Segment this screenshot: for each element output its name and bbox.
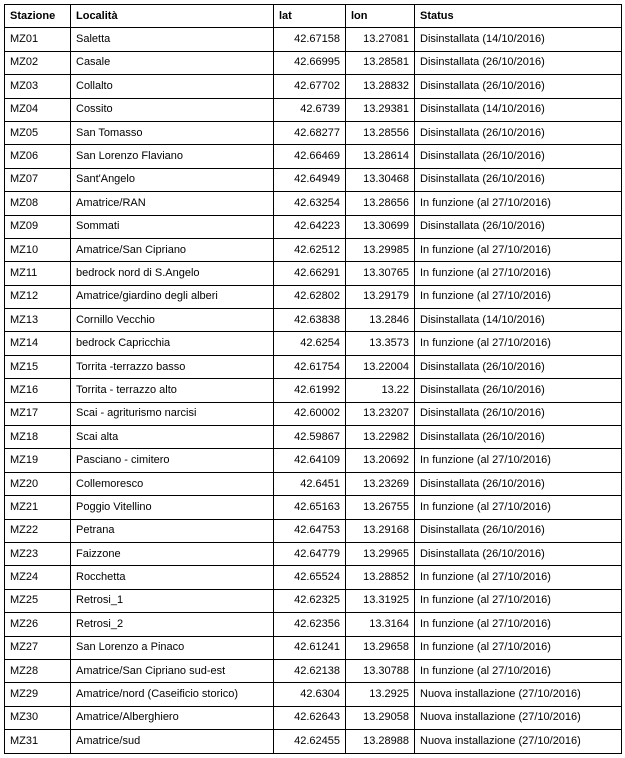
header-status: Status xyxy=(415,5,622,28)
cell-status: Disinstallata (26/10/2016) xyxy=(415,542,622,565)
table-body xyxy=(5,28,622,753)
cell-stazione: MZ20 xyxy=(5,472,71,495)
cell-localita: Collemoresco xyxy=(71,472,274,495)
cell-stazione: MZ13 xyxy=(5,309,71,332)
cell-lon: 13.22004 xyxy=(346,355,415,378)
table-row xyxy=(5,449,622,472)
cell-stazione: MZ26 xyxy=(5,613,71,636)
cell-localita: Torrita - terrazzo alto xyxy=(71,379,274,402)
table-row xyxy=(5,121,622,144)
cell-stazione: MZ22 xyxy=(5,519,71,542)
table-row xyxy=(5,613,622,636)
cell-stazione: MZ06 xyxy=(5,145,71,168)
cell-status: In funzione (al 27/10/2016) xyxy=(415,566,622,589)
table-row xyxy=(5,238,622,261)
cell-localita: Retrosi_1 xyxy=(71,589,274,612)
cell-localita: bedrock nord di S.Angelo xyxy=(71,262,274,285)
cell-lat: 42.64753 xyxy=(274,519,346,542)
cell-lat: 42.64949 xyxy=(274,168,346,191)
header-lat: lat xyxy=(274,5,346,28)
cell-stazione: MZ18 xyxy=(5,426,71,449)
table-row xyxy=(5,145,622,168)
table-row xyxy=(5,566,622,589)
cell-lat: 42.64779 xyxy=(274,542,346,565)
cell-stazione: MZ23 xyxy=(5,542,71,565)
cell-lat: 42.6451 xyxy=(274,472,346,495)
cell-status: In funzione (al 27/10/2016) xyxy=(415,262,622,285)
cell-stazione: MZ04 xyxy=(5,98,71,121)
cell-lat: 42.64109 xyxy=(274,449,346,472)
cell-stazione: MZ01 xyxy=(5,28,71,51)
cell-lon: 13.28656 xyxy=(346,192,415,215)
cell-lon: 13.23207 xyxy=(346,402,415,425)
cell-status: Disinstallata (26/10/2016) xyxy=(415,145,622,168)
cell-stazione: MZ11 xyxy=(5,262,71,285)
cell-status: In funzione (al 27/10/2016) xyxy=(415,659,622,682)
header-lon: lon xyxy=(346,5,415,28)
cell-localita: Pasciano - cimitero xyxy=(71,449,274,472)
cell-lon: 13.22 xyxy=(346,379,415,402)
cell-stazione: MZ30 xyxy=(5,706,71,729)
cell-localita: Rocchetta xyxy=(71,566,274,589)
cell-lon: 13.30765 xyxy=(346,262,415,285)
cell-lon: 13.27081 xyxy=(346,28,415,51)
cell-lat: 42.61992 xyxy=(274,379,346,402)
cell-lat: 42.67702 xyxy=(274,75,346,98)
cell-lat: 42.66291 xyxy=(274,262,346,285)
table-row xyxy=(5,309,622,332)
cell-status: Nuova installazione (27/10/2016) xyxy=(415,683,622,706)
cell-lon: 13.29381 xyxy=(346,98,415,121)
cell-lon: 13.29658 xyxy=(346,636,415,659)
cell-localita: Amatrice/sud xyxy=(71,730,274,753)
table-row xyxy=(5,192,622,215)
cell-lat: 42.6254 xyxy=(274,332,346,355)
cell-localita: Scai - agriturismo narcisi xyxy=(71,402,274,425)
cell-stazione: MZ05 xyxy=(5,121,71,144)
cell-status: In funzione (al 27/10/2016) xyxy=(415,449,622,472)
cell-lon: 13.29965 xyxy=(346,542,415,565)
cell-lat: 42.62356 xyxy=(274,613,346,636)
cell-lon: 13.22982 xyxy=(346,426,415,449)
cell-lat: 42.65163 xyxy=(274,496,346,519)
table-row xyxy=(5,28,622,51)
cell-lon: 13.29168 xyxy=(346,519,415,542)
cell-stazione: MZ17 xyxy=(5,402,71,425)
cell-lat: 42.68277 xyxy=(274,121,346,144)
cell-status: In funzione (al 27/10/2016) xyxy=(415,636,622,659)
cell-stazione: MZ12 xyxy=(5,285,71,308)
table-row xyxy=(5,285,622,308)
cell-status: Disinstallata (26/10/2016) xyxy=(415,379,622,402)
cell-localita: Amatrice/giardino degli alberi xyxy=(71,285,274,308)
cell-stazione: MZ21 xyxy=(5,496,71,519)
cell-status: Disinstallata (26/10/2016) xyxy=(415,75,622,98)
cell-stazione: MZ16 xyxy=(5,379,71,402)
cell-lat: 42.61754 xyxy=(274,355,346,378)
cell-localita: Faizzone xyxy=(71,542,274,565)
cell-lat: 42.61241 xyxy=(274,636,346,659)
cell-localita: Amatrice/RAN xyxy=(71,192,274,215)
table-row xyxy=(5,683,622,706)
cell-stazione: MZ31 xyxy=(5,730,71,753)
cell-status: Nuova installazione (27/10/2016) xyxy=(415,730,622,753)
stations-table xyxy=(4,4,622,754)
cell-lon: 13.31925 xyxy=(346,589,415,612)
cell-stazione: MZ02 xyxy=(5,51,71,74)
cell-stazione: MZ27 xyxy=(5,636,71,659)
cell-lat: 42.60002 xyxy=(274,402,346,425)
cell-lat: 42.59867 xyxy=(274,426,346,449)
table-row xyxy=(5,519,622,542)
cell-stazione: MZ19 xyxy=(5,449,71,472)
cell-lat: 42.65524 xyxy=(274,566,346,589)
cell-lat: 42.6304 xyxy=(274,683,346,706)
cell-lon: 13.23269 xyxy=(346,472,415,495)
cell-lat: 42.64223 xyxy=(274,215,346,238)
cell-localita: Torrita -terrazzo basso xyxy=(71,355,274,378)
cell-lon: 13.20692 xyxy=(346,449,415,472)
cell-lon: 13.3164 xyxy=(346,613,415,636)
table-row xyxy=(5,379,622,402)
table-row xyxy=(5,706,622,729)
cell-localita: San Lorenzo a Pinaco xyxy=(71,636,274,659)
cell-status: Disinstallata (26/10/2016) xyxy=(415,51,622,74)
table-row xyxy=(5,75,622,98)
cell-lon: 13.29179 xyxy=(346,285,415,308)
cell-localita: Amatrice/San Cipriano xyxy=(71,238,274,261)
table-row xyxy=(5,659,622,682)
cell-status: Disinstallata (14/10/2016) xyxy=(415,98,622,121)
table-row xyxy=(5,472,622,495)
cell-lon: 13.28581 xyxy=(346,51,415,74)
cell-status: In funzione (al 27/10/2016) xyxy=(415,332,622,355)
cell-status: Disinstallata (26/10/2016) xyxy=(415,426,622,449)
table-header-row xyxy=(5,5,622,28)
cell-lon: 13.2846 xyxy=(346,309,415,332)
cell-localita: Sommati xyxy=(71,215,274,238)
cell-lon: 13.30699 xyxy=(346,215,415,238)
cell-status: Disinstallata (14/10/2016) xyxy=(415,28,622,51)
cell-lat: 42.62138 xyxy=(274,659,346,682)
cell-status: Disinstallata (26/10/2016) xyxy=(415,519,622,542)
table-row xyxy=(5,589,622,612)
table-row xyxy=(5,215,622,238)
table-row xyxy=(5,98,622,121)
cell-status: In funzione (al 27/10/2016) xyxy=(415,496,622,519)
table-row xyxy=(5,402,622,425)
cell-status: Disinstallata (14/10/2016) xyxy=(415,309,622,332)
cell-status: In funzione (al 27/10/2016) xyxy=(415,613,622,636)
cell-localita: Saletta xyxy=(71,28,274,51)
cell-status: Disinstallata (26/10/2016) xyxy=(415,215,622,238)
cell-localita: Casale xyxy=(71,51,274,74)
cell-status: Disinstallata (26/10/2016) xyxy=(415,355,622,378)
cell-status: Disinstallata (26/10/2016) xyxy=(415,121,622,144)
table-row xyxy=(5,355,622,378)
cell-lon: 13.28852 xyxy=(346,566,415,589)
cell-lon: 13.2925 xyxy=(346,683,415,706)
cell-localita: Sant'Angelo xyxy=(71,168,274,191)
cell-stazione: MZ07 xyxy=(5,168,71,191)
cell-status: Disinstallata (26/10/2016) xyxy=(415,402,622,425)
table-row xyxy=(5,426,622,449)
cell-lon: 13.3573 xyxy=(346,332,415,355)
cell-localita: Scai alta xyxy=(71,426,274,449)
cell-lon: 13.26755 xyxy=(346,496,415,519)
cell-stazione: MZ03 xyxy=(5,75,71,98)
cell-lon: 13.28832 xyxy=(346,75,415,98)
table-row xyxy=(5,262,622,285)
cell-stazione: MZ14 xyxy=(5,332,71,355)
cell-localita: Collalto xyxy=(71,75,274,98)
cell-status: In funzione (al 27/10/2016) xyxy=(415,285,622,308)
cell-lat: 42.63254 xyxy=(274,192,346,215)
cell-localita: Amatrice/nord (Caseificio storico) xyxy=(71,683,274,706)
cell-lat: 42.67158 xyxy=(274,28,346,51)
cell-stazione: MZ24 xyxy=(5,566,71,589)
cell-lon: 13.29985 xyxy=(346,238,415,261)
cell-status: In funzione (al 27/10/2016) xyxy=(415,589,622,612)
cell-status: Disinstallata (26/10/2016) xyxy=(415,472,622,495)
cell-status: In funzione (al 27/10/2016) xyxy=(415,238,622,261)
cell-localita: Amatrice/San Cipriano sud-est xyxy=(71,659,274,682)
cell-stazione: MZ25 xyxy=(5,589,71,612)
cell-lon: 13.30788 xyxy=(346,659,415,682)
cell-status: In funzione (al 27/10/2016) xyxy=(415,192,622,215)
cell-lat: 42.6739 xyxy=(274,98,346,121)
cell-lat: 42.62802 xyxy=(274,285,346,308)
cell-lat: 42.66995 xyxy=(274,51,346,74)
cell-lat: 42.66469 xyxy=(274,145,346,168)
cell-lat: 42.62325 xyxy=(274,589,346,612)
cell-stazione: MZ08 xyxy=(5,192,71,215)
table-row xyxy=(5,542,622,565)
cell-stazione: MZ09 xyxy=(5,215,71,238)
cell-lon: 13.28556 xyxy=(346,121,415,144)
table-row xyxy=(5,332,622,355)
cell-lat: 42.62455 xyxy=(274,730,346,753)
table-row xyxy=(5,168,622,191)
cell-localita: Cossito xyxy=(71,98,274,121)
cell-lon: 13.28614 xyxy=(346,145,415,168)
cell-localita: Cornillo Vecchio xyxy=(71,309,274,332)
cell-localita: bedrock Capricchia xyxy=(71,332,274,355)
header-localita: Località xyxy=(71,5,274,28)
cell-stazione: MZ15 xyxy=(5,355,71,378)
cell-lon: 13.29058 xyxy=(346,706,415,729)
cell-lat: 42.62643 xyxy=(274,706,346,729)
cell-lon: 13.28988 xyxy=(346,730,415,753)
header-stazione: Stazione xyxy=(5,5,71,28)
cell-localita: Amatrice/Alberghiero xyxy=(71,706,274,729)
cell-localita: San Lorenzo Flaviano xyxy=(71,145,274,168)
cell-status: Disinstallata (26/10/2016) xyxy=(415,168,622,191)
cell-lon: 13.30468 xyxy=(346,168,415,191)
cell-stazione: MZ29 xyxy=(5,683,71,706)
cell-localita: Retrosi_2 xyxy=(71,613,274,636)
cell-status: Nuova installazione (27/10/2016) xyxy=(415,706,622,729)
cell-lat: 42.63838 xyxy=(274,309,346,332)
cell-stazione: MZ28 xyxy=(5,659,71,682)
cell-localita: San Tomasso xyxy=(71,121,274,144)
cell-stazione: MZ10 xyxy=(5,238,71,261)
table-row xyxy=(5,51,622,74)
table-row xyxy=(5,730,622,753)
table-row xyxy=(5,496,622,519)
table-row xyxy=(5,636,622,659)
cell-localita: Petrana xyxy=(71,519,274,542)
cell-lat: 42.62512 xyxy=(274,238,346,261)
cell-localita: Poggio Vitellino xyxy=(71,496,274,519)
